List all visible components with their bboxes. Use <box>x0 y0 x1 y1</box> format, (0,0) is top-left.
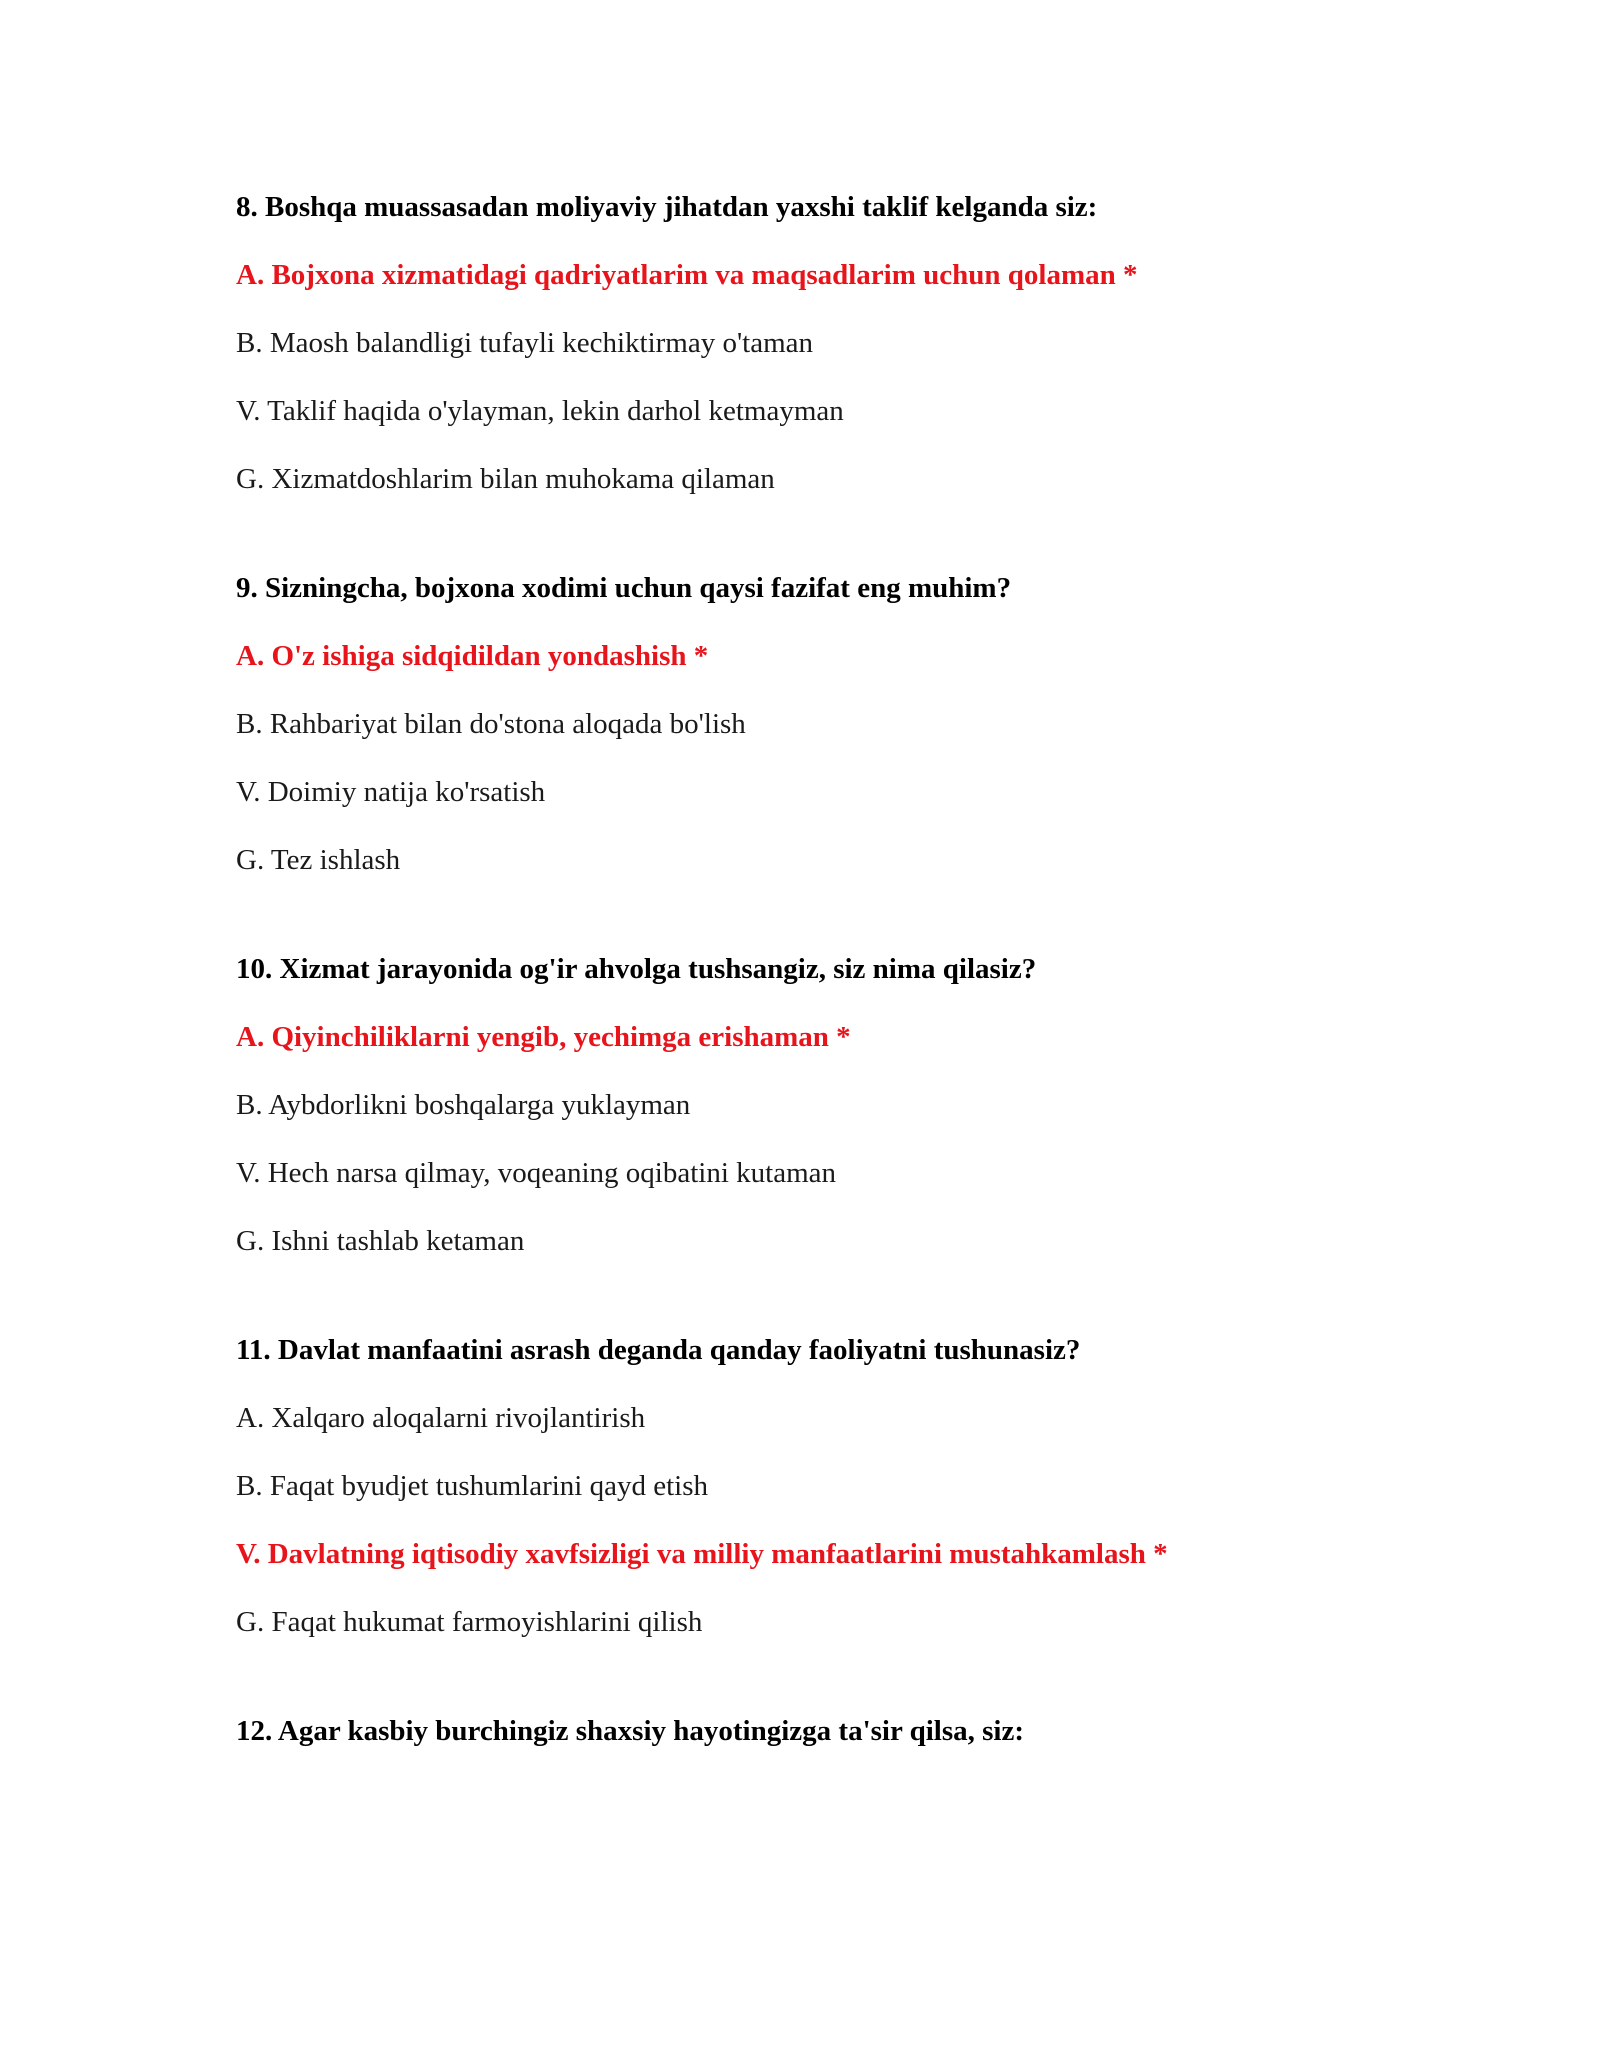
option: A. Xalqaro aloqalarni rivojlantirish <box>236 1402 646 1434</box>
option: V. Hech narsa qilmay, voqeaning oqibatini kutaman <box>236 1157 836 1189</box>
question-block-9 <box>236 567 1436 881</box>
option: B. Maosh balandligi tufayli kechiktirmay o'taman <box>236 327 814 359</box>
question-block-11 <box>236 1329 1436 1643</box>
option: G. Faqat hukumat farmoyishlarini qilish <box>236 1606 703 1638</box>
option: B. Faqat byudjet tushumlarini qayd etish <box>236 1470 709 1502</box>
question-text: 12. Agar kasbiy burchingiz shaxsiy hayotingizga ta'sir qilsa, siz: <box>236 1715 1024 1747</box>
question-block-8 <box>236 186 1436 500</box>
question-text: 8. Boshqa muassasadan moliyaviy jihatdan yaxshi taklif kelganda siz: <box>236 191 1098 223</box>
option-correct: A. Qiyinchiliklarni yengib, yechimga erishaman * <box>236 1021 851 1053</box>
quiz-content <box>236 186 1436 1752</box>
question-text: 10. Xizmat jarayonida og'ir ahvolga tushsangiz, siz nima qilasiz? <box>236 953 1037 985</box>
option-correct: A. O'z ishiga sidqidildan yondashish * <box>236 640 709 672</box>
option: G. Xizmatdoshlarim bilan muhokama qilaman <box>236 463 775 495</box>
option-correct: A. Bojxona xizmatidagi qadriyatlarim va maqsadlarim uchun qolaman * <box>236 259 1138 291</box>
option: G. Tez ishlash <box>236 844 401 876</box>
question-block-10 <box>236 948 1436 1262</box>
option: B. Aybdorlikni boshqalarga yuklayman <box>236 1089 691 1121</box>
option-correct: V. Davlatning iqtisodiy xavfsizligi va milliy manfaatlarini mustahkamlash * <box>236 1538 1168 1570</box>
option: V. Taklif haqida o'ylayman, lekin darhol ketmayman <box>236 395 844 427</box>
question-text: 9. Sizningcha, bojxona xodimi uchun qaysi fazifat eng muhim? <box>236 572 1012 604</box>
option: G. Ishni tashlab ketaman <box>236 1225 525 1257</box>
option: B. Rahbariyat bilan do'stona aloqada bo'lish <box>236 708 746 740</box>
question-text: 11. Davlat manfaatini asrash deganda qanday faoliyatni tushunasiz? <box>236 1334 1081 1366</box>
question-block-12 <box>236 1710 1436 1752</box>
option: V. Doimiy natija ko'rsatish <box>236 776 546 808</box>
